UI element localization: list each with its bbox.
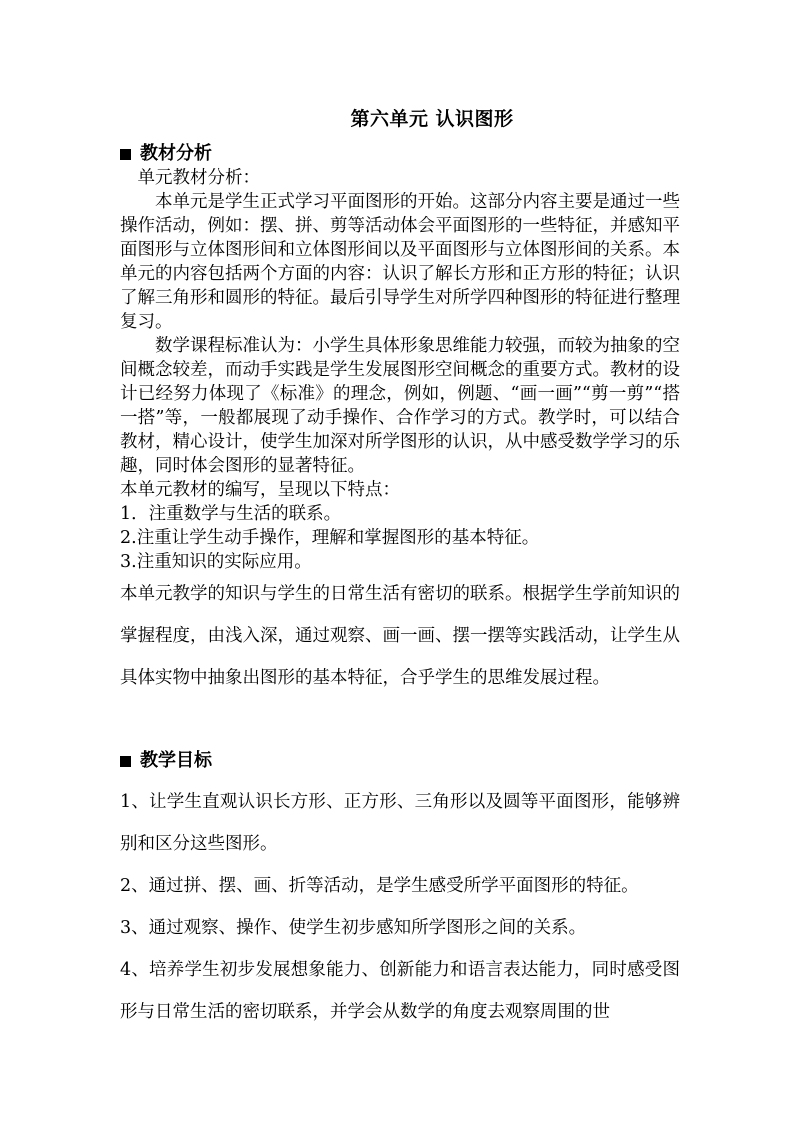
goal-item-4: 4、培养学生初步发展想象能力、创新能力和语言表达能力，同时感受图形与日常生活的密切联系，并学会从数学的角度去观察周围的世 (120, 960, 680, 1022)
section-heading-teaching-goals (120, 749, 680, 773)
section-teaching-material (120, 142, 680, 574)
square-bullet-icon (120, 149, 131, 160)
section-teaching-material-summary (120, 573, 680, 699)
document-title: 第六单元 认识图形 (350, 108, 514, 130)
section-heading-teaching-material (120, 142, 680, 166)
paragraph-unit-intro: 本单元是学生正式学习平面图形的开始。这部分内容主要是通过一些操作活动，例如：摆、拼、剪等活动体会平面图形的一些特征，并感知平面图形与立体图形间和立体图形间以及平面图形与立体图形间的关系。本单元的内容包括两个方面的内容：认识了解长方形和正方形的特征；认识了解三角形和圆形的特征。最后引导学生对所学四种图形的特征进行整理复习。 (120, 192, 680, 332)
goal-item-3: 3、通过观察、操作、使学生初步感知所学图形之间的关系。 (120, 918, 587, 938)
list-item-feature-1: 1．注重数学与生活的联系。 (120, 504, 342, 524)
list-item-feature-3: 3.注重知识的实际应用。 (120, 552, 312, 572)
section-teaching-goals (120, 749, 680, 773)
paragraph-summary: 本单元教学的知识与学生的日常生活有密切的联系。根据学生学前知识的掌握程度，由浅入深，通过观察、画一画、摆一摆等实践活动，让学生从具体实物中抽象出图形的基本特征，合乎学生的思维发展过程。 (120, 584, 680, 688)
section-heading-text: 教材分析 (140, 143, 212, 164)
paragraph-curriculum-standard: 数学课程标准认为：小学生具体形象思维能力较强，而较为抽象的空间概念较差，而动手实践是学生发展图形空间概念的重要方式。教材的设计已经努力体现了《标准》的理念，例如，例题、“画一画”“剪一剪”“搭一搭”等，一般都展现了动手操作、合作学习的方式。教学时，可以结合教材，精心设计，使学生加深对所学图形的认识，从中感受数学学习的乐趣，同时体会图形的显著特征。 (120, 336, 680, 476)
goal-item-2: 2、通过拼、摆、画、折等活动，是学生感受所学平面图形的特征。 (120, 876, 639, 896)
teaching-goals-list (120, 781, 680, 1033)
section-heading-text: 教学目标 (140, 750, 212, 771)
goal-item-1: 1、让学生直观认识长方形、正方形、三角形以及圆等平面图形，能够辨别和区分这些图形。 (120, 792, 680, 854)
list-item-feature-2: 2.注重让学生动手操作，理解和掌握图形的基本特征。 (120, 528, 540, 548)
subheading-unit-analysis: 单元教材分析： (137, 168, 260, 188)
square-bullet-icon (120, 756, 131, 767)
paragraph-features-intro: 本单元教材的编写，呈现以下特点： (120, 480, 400, 500)
